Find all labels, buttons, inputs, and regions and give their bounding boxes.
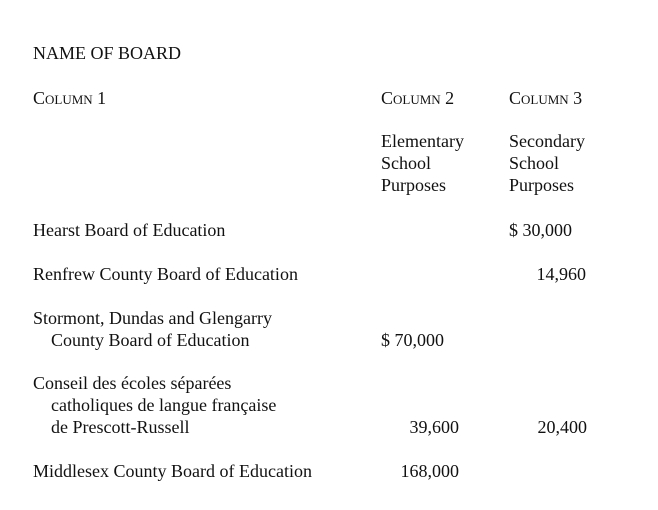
- column-2-header: Column 2: [381, 88, 455, 108]
- board-name-line: County Board of Education: [51, 330, 250, 350]
- secondary-amount: $ 30,000: [509, 220, 572, 240]
- column-3-subheader-line: Purposes: [509, 175, 575, 195]
- board-name-line: de Prescott-Russell: [51, 417, 190, 437]
- board-name: Middlesex County Board of Education: [33, 461, 312, 481]
- secondary-amount: 20,400: [537, 417, 587, 437]
- secondary-amount: 14,960: [536, 264, 586, 284]
- column-3-subheader: [509, 130, 585, 196]
- board-name-line: Conseil des écoles séparées: [33, 373, 232, 393]
- column-2-subheader-line: Purposes: [381, 175, 447, 195]
- column-2-subheader: [381, 130, 464, 196]
- document-heading: NAME OF BOARD: [33, 43, 182, 63]
- board-name: Renfrew County Board of Education: [33, 264, 298, 284]
- board-name: Hearst Board of Education: [33, 220, 226, 240]
- board-name-line: Stormont, Dundas and Glengarry: [33, 308, 272, 328]
- board-name: [33, 372, 276, 438]
- board-name: [33, 307, 272, 351]
- elementary-amount: $ 70,000: [381, 330, 444, 350]
- column-2-subheader-line: Elementary: [381, 131, 464, 151]
- column-3-subheader-line: School: [509, 153, 560, 173]
- elementary-amount: 168,000: [400, 461, 459, 481]
- column-2-subheader-line: School: [381, 153, 432, 173]
- column-3-header: Column 3: [509, 88, 583, 108]
- board-name-line: catholiques de langue française: [51, 395, 277, 415]
- column-3-subheader-line: Secondary: [509, 131, 585, 151]
- elementary-amount: 39,600: [409, 417, 459, 437]
- column-1-header: Column 1: [33, 88, 107, 108]
